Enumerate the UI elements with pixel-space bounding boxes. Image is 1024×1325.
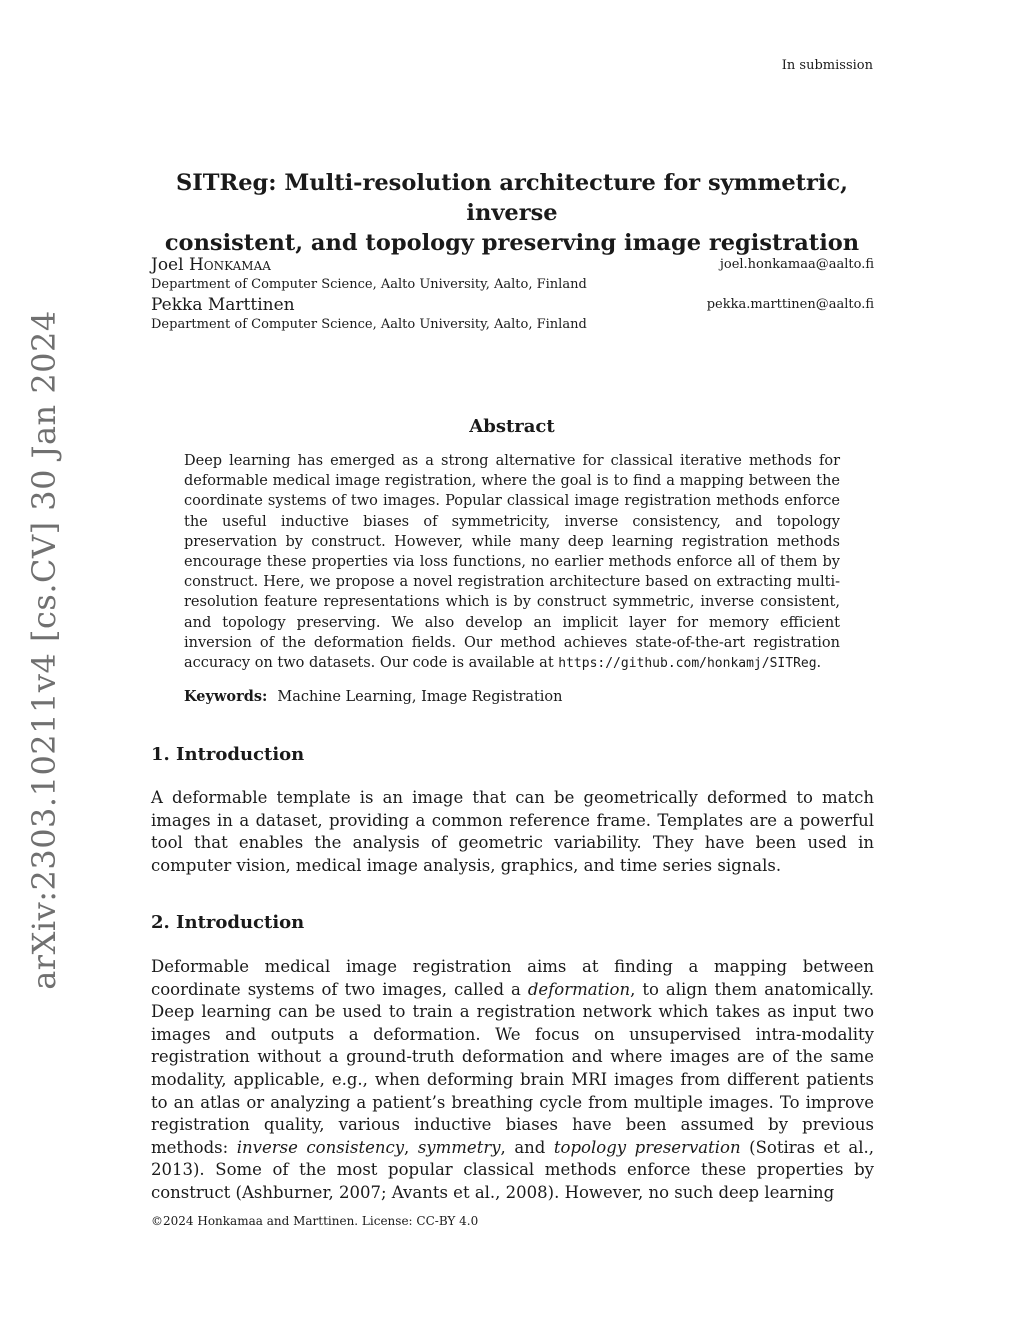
paragraph-text: (Sotiras et al., 2013). Some of the most popular classical methods enforce these properties by construct (Ashburner, 2007; Avants et al., 2008). However, no such deep learning — [151, 1137, 875, 1202]
abstract-text: Deep learning has emerged as a strong alternative for classical iterative methods for deformable medical image registration, where the goal is to find a mapping between the coordinate systems of two images. Popular classical image registration methods enforce the useful inductive biases of symmetricity, inverse consistency, and topology preservation by construct. However, while many deep learning registration methods encourage these properties via loss functions, no earlier methods enforce all of them by construct. Here, we propose a novel registration architecture based on extracting multi-resolution feature representations which is by construct symmetric, inverse consistent, and topology preserving. We also develop an implicit layer for memory efficient inversion of the deformation fields. Our method achieves state-of-the-art registration accuracy on two datasets. Our code is available at — [184, 453, 840, 672]
keywords-value: Machine Learning, Image Registration — [277, 689, 563, 705]
code-link[interactable]: https://github.com/honkamj/SITReg — [558, 656, 817, 672]
author-block-1 — [151, 255, 874, 292]
author-affiliation: Department of Computer Science, Aalto University, Aalto, Finland — [151, 277, 587, 292]
license-text: 2024 Honkamaa and Marttinen. License: CC-BY 4.0 — [163, 1214, 479, 1228]
submission-status: In submission — [781, 58, 873, 73]
paper-title — [140, 168, 884, 258]
paragraph-text: Deformable medical image registration aims at finding a mapping between coordinate systems of two images, called a — [151, 957, 874, 999]
abstract-body — [184, 451, 840, 674]
separator: , and — [500, 1137, 546, 1157]
section-heading-1: 1. Introduction — [151, 744, 305, 765]
author-email[interactable]: joel.honkamaa@aalto.fi — [719, 257, 874, 272]
author-last-name: Marttinen — [207, 295, 295, 315]
keywords-label: Keywords: — [184, 688, 268, 705]
author-last-name: Honkamaa — [188, 255, 271, 275]
section-1-paragraph: A deformable template is an image that can be geometrically deformed to match images in a dataset, providing a common reference frame. Templates are a powerful tool that enables the analysis of geometric variability. They have been used in computer vision, medical image analysis, graphics, and time series signals. — [151, 788, 874, 875]
author-first-name: Pekka — [151, 295, 203, 315]
separator: , — [404, 1137, 410, 1157]
emphasis-symmetry: symmetry — [417, 1137, 501, 1157]
title-line-1: SITReg: Multi-resolution architecture for symmetric, inverse — [176, 170, 848, 226]
paragraph-text: , to align them anatomically. Deep learning can be used to train a registration network which takes as input two images and outputs a deformation. We focus on unsupervised intra-modality registration without a ground-truth deformation and where images are of the same modality, applicable, e.g., when deforming brain MRI images from different patients to an atlas or analyzing a patient’s breathing cycle from multiple images. To improve registration quality, various inductive biases have been assumed by previous methods: — [151, 979, 874, 1157]
section-heading-2: 2. Introduction — [151, 912, 305, 933]
copyright-icon: © — [151, 1214, 163, 1228]
section-2-paragraph — [151, 956, 874, 1205]
author-affiliation: Department of Computer Science, Aalto University, Aalto, Finland — [151, 317, 587, 332]
arxiv-identifier-stamp — [20, 310, 68, 990]
arxiv-stamp-text: arXiv:2303.10211v4 [cs.CV] 30 Jan 2024 — [25, 310, 63, 990]
keywords — [184, 688, 563, 705]
author-first-name: Joel — [151, 255, 184, 275]
emphasis-topology-preservation: topology preservation — [553, 1137, 741, 1157]
title-line-2: consistent, and topology preserving image registration — [164, 230, 860, 256]
abstract-end: . — [816, 655, 822, 672]
abstract-heading: Abstract — [469, 416, 555, 437]
author-email[interactable]: pekka.marttinen@aalto.fi — [706, 297, 874, 312]
emphasis-inverse-consistency: inverse consistency — [236, 1137, 405, 1157]
copyright-footer — [151, 1214, 478, 1228]
author-block-2 — [151, 295, 874, 332]
emphasis-deformation: deformation — [527, 979, 631, 999]
